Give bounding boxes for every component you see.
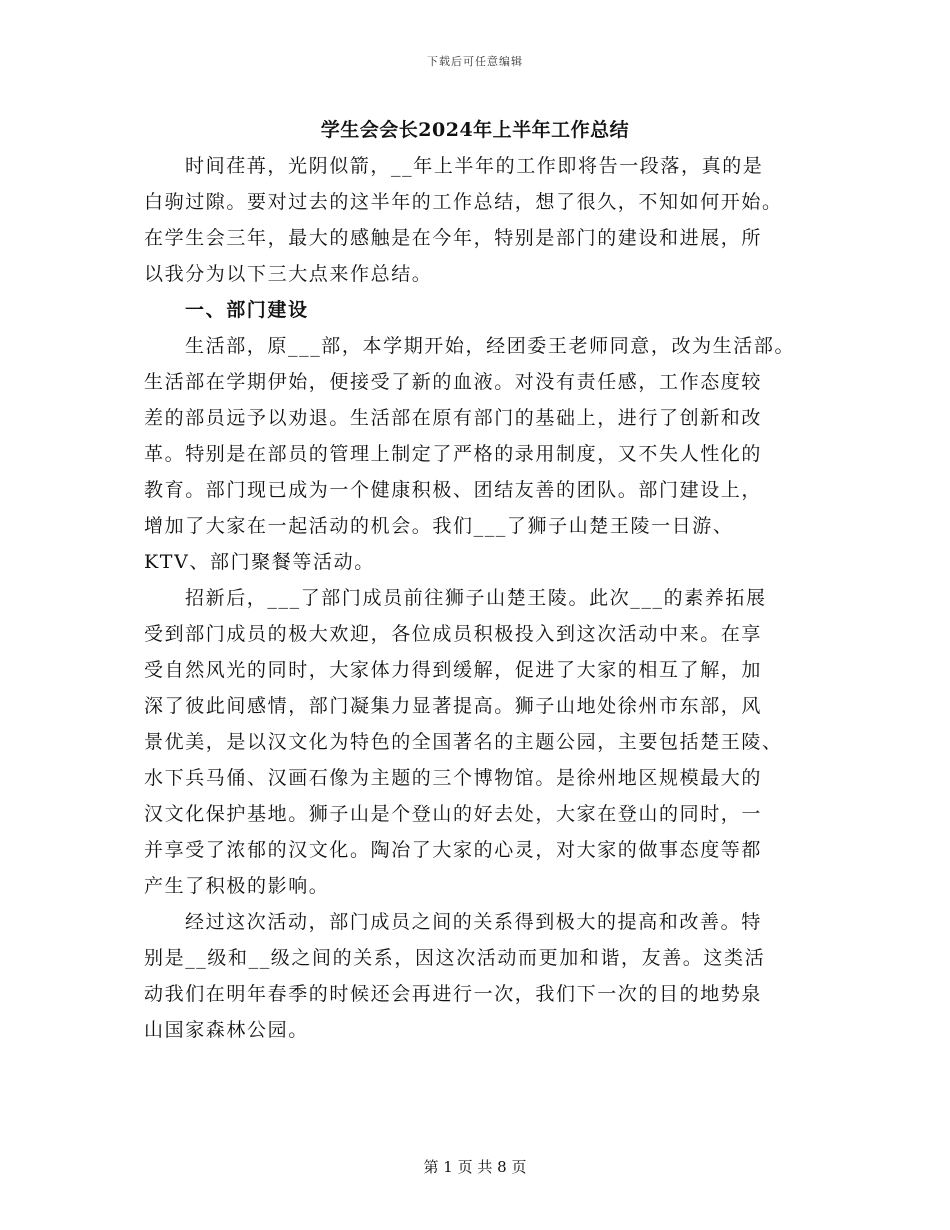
- paragraph-line: 并享受了浓郁的汉文化。陶冶了大家的心灵，对大家的做事态度等都: [144, 839, 763, 861]
- section-heading: 一、部门建设: [185, 299, 309, 321]
- paragraph-line: 革。特别是在部员的管理上制定了严格的录用制度，又不失人性化的: [144, 443, 763, 465]
- paragraph-line: 增加了大家在一起活动的机会。我们___了狮子山楚王陵一日游、: [144, 515, 734, 537]
- paragraph-line: 水下兵马俑、汉画石像为主题的三个博物馆。是徐州地区规模最大的: [144, 767, 763, 789]
- paragraph-line: KTV、部门聚餐等活动。: [144, 551, 375, 573]
- paragraph-line: 差的部员远予以劝退。生活部在原有部门的基础上，进行了创新和改: [144, 407, 763, 429]
- paragraph-line: 生活部，原___部，本学期开始，经团委王老师同意，改为生活部。: [185, 335, 796, 357]
- paragraph-line: 受自然风光的同时，大家体力得到缓解，促进了大家的相互了解，加: [144, 659, 763, 681]
- paragraph-line: 以我分为以下三大点来作总结。: [144, 263, 433, 285]
- document-body: [144, 148, 824, 1048]
- paragraph-line: 汉文化保护基地。狮子山是个登山的好去处，大家在登山的同时，一: [144, 803, 763, 825]
- paragraph-line: 别是__级和__级之间的关系，因这次活动而更加和谐，友善。这类活: [144, 947, 766, 969]
- paragraph-line: 景优美，是以汉文化为特色的全国著名的主题公园，主要包括楚王陵、: [144, 731, 783, 753]
- paragraph-line: 动我们在明年春季的时候还会再进行一次，我们下一次的目的地势泉: [144, 983, 763, 1005]
- paragraph-line: 招新后，___了部门成员前往狮子山楚王陵。此次___的素养拓展: [185, 587, 767, 609]
- page-number: 第 1 页 共 8 页: [423, 1158, 527, 1176]
- paragraph-line: 时间荏苒，光阴似箭，__年上半年的工作即将告一段落，真的是: [185, 155, 764, 177]
- paragraph-line: 受到部门成员的极大欢迎，各位成员积极投入到这次活动中来。在享: [144, 623, 763, 645]
- paragraph-line: 产生了积极的影响。: [144, 875, 330, 897]
- paragraph-line: 在学生会三年，最大的感触是在今年，特别是部门的建设和进展，所: [144, 227, 763, 249]
- paragraph-line: 深了彼此间感情，部门凝集力显著提高。狮子山地处徐州市东部，风: [144, 695, 763, 717]
- paragraph-line: 经过这次活动，部门成员之间的关系得到极大的提高和改善。特: [185, 911, 762, 933]
- header-note: 下载后可任意编辑: [427, 55, 523, 68]
- paragraph-line: 生活部在学期伊始，便接受了新的血液。对没有责任感，工作态度较: [144, 371, 763, 393]
- paragraph-line: 教育。部门现已成为一个健康积极、团结友善的团队。部门建设上，: [144, 479, 763, 501]
- paragraph-line: 白驹过隙。要对过去的这半年的工作总结，想了很久，不知如何开始。: [144, 191, 783, 213]
- paragraph-line: 山国家森林公园。: [144, 1019, 309, 1041]
- document-title: 学生会会长2024年上半年工作总结: [320, 119, 630, 141]
